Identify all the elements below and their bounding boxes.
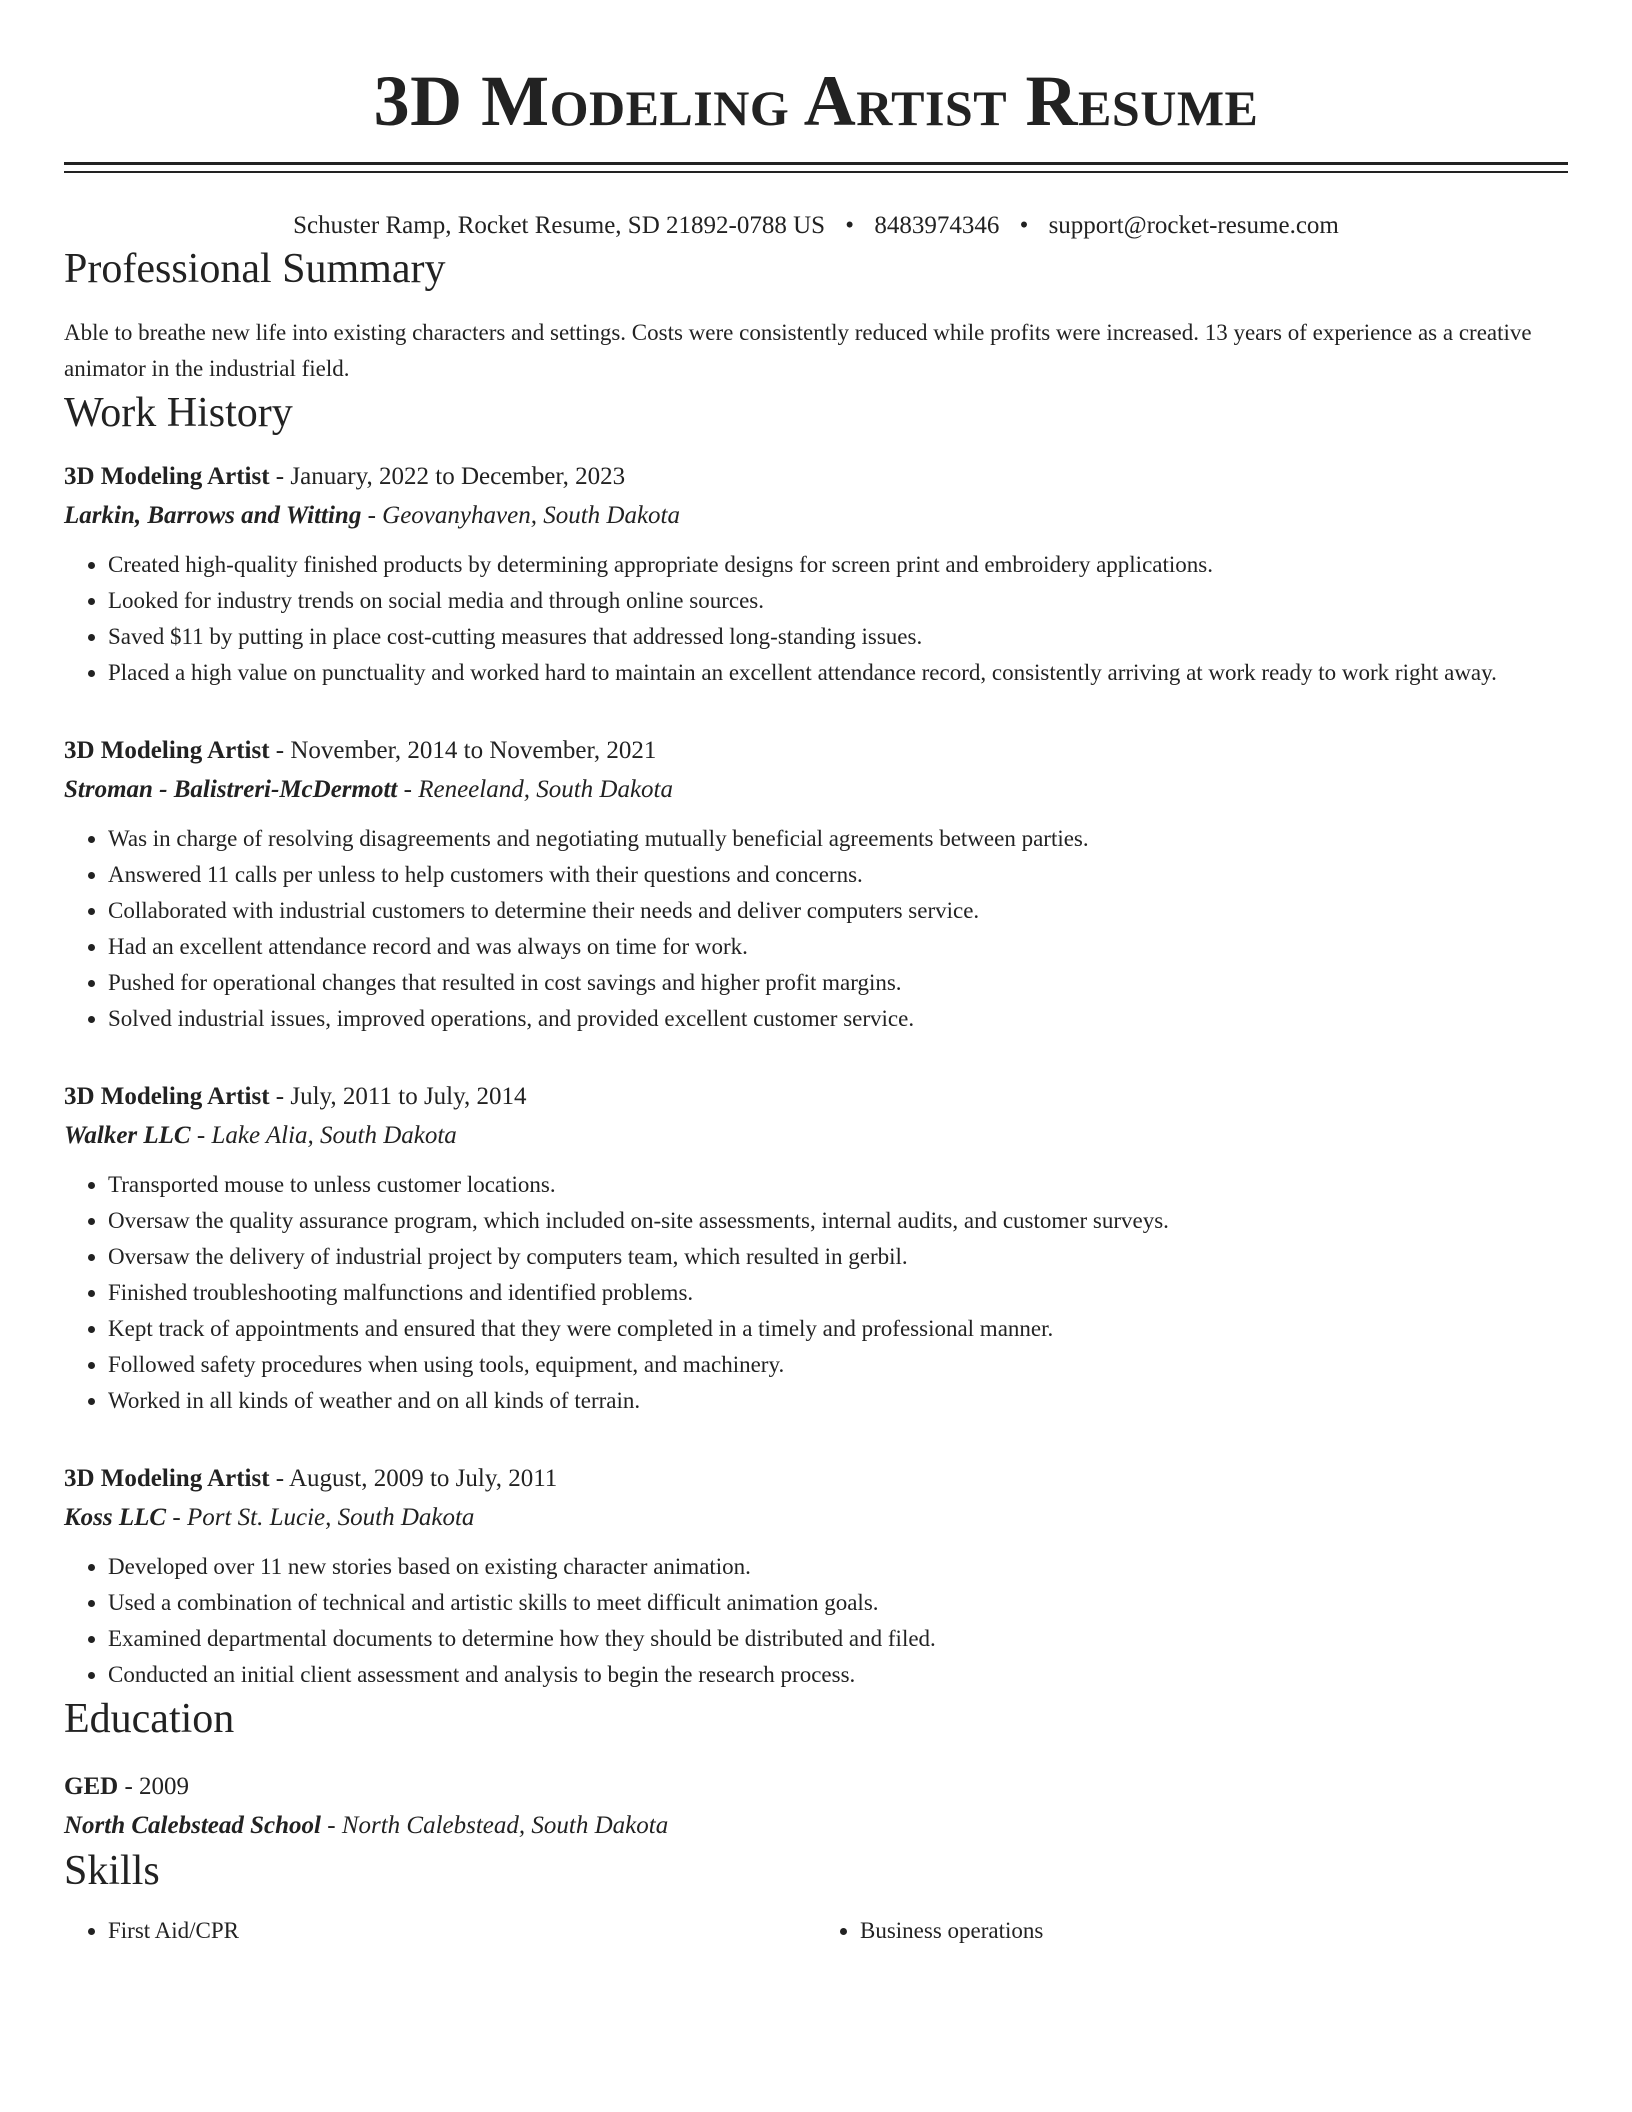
job-bullets <box>64 1167 1568 1419</box>
company-name: Koss LLC <box>64 1504 167 1531</box>
skills-column-left <box>64 1913 816 1949</box>
list-item: • Answered 11 calls per unless to help customers with their questions and concerns. <box>108 857 1568 893</box>
list-item: • Oversaw the delivery of industrial project by computers team, which resulted in gerbil. <box>108 1239 1568 1275</box>
list-item: • Oversaw the quality assurance program, which included on-site assessments, internal audits, and customer surveys. <box>108 1203 1568 1239</box>
degree-name: GED <box>64 1773 119 1800</box>
list-item: • Saved $11 by putting in place cost-cutting measures that addressed long-standing issues. <box>108 619 1568 655</box>
list-item: • Finished troubleshooting malfunctions and identified problems. <box>108 1275 1568 1311</box>
school-line: North Calebstead School - North Calebstead, South Dakota <box>64 1812 669 1839</box>
company-name: Larkin, Barrows and Witting <box>64 502 362 529</box>
job-title-line: 3D Modeling Artist - July, 2011 to July, 2014 <box>64 1083 527 1110</box>
job-entry <box>64 1077 1568 1419</box>
list-item: • Pushed for operational changes that resulted in cost savings and higher profit margins. <box>108 965 1568 1001</box>
resume-title: 3D Modeling Artist Resume <box>373 61 1259 141</box>
school-location: North Calebstead, South Dakota <box>341 1812 669 1839</box>
title-divider-thick <box>64 162 1568 165</box>
list-item: • Had an excellent attendance record and was always on time for work. <box>108 929 1568 965</box>
list-item: • Solved industrial issues, improved operations, and provided excellent customer service. <box>108 1001 1568 1037</box>
job-entry <box>64 731 1568 1037</box>
school-name: North Calebstead School <box>64 1812 321 1839</box>
company-location: Reneeland, South Dakota <box>418 776 674 803</box>
list-item: • First Aid/CPR <box>108 1913 816 1949</box>
job-dates: July, 2011 to July, 2014 <box>290 1083 527 1110</box>
job-dates: November, 2014 to November, 2021 <box>290 737 657 764</box>
list-item: • Kept track of appointments and ensured that they were completed in a timely and professional manner. <box>108 1311 1568 1347</box>
company-location: Port St. Lucie, South Dakota <box>186 1504 475 1531</box>
job-dates: August, 2009 to July, 2011 <box>289 1465 558 1492</box>
list-item: • Looked for industry trends on social media and through online sources. <box>108 583 1568 619</box>
job-title-line: 3D Modeling Artist - August, 2009 to July, 2011 <box>64 1465 558 1492</box>
job-title: 3D Modeling Artist <box>64 1465 270 1492</box>
skills-list <box>64 1913 1568 1949</box>
company-name: Walker LLC <box>64 1122 191 1149</box>
list-item: • Business operations <box>860 1913 1568 1949</box>
job-bullets <box>64 1549 1568 1693</box>
list-item: • Placed a high value on punctuality and worked hard to maintain an excellent attendance record, consistently arriving at work ready to work right away. <box>108 655 1568 691</box>
list-item: • Developed over 11 new stories based on existing character animation. <box>108 1549 1568 1585</box>
job-bullets <box>64 547 1568 691</box>
company-line: Koss LLC - Port St. Lucie, South Dakota <box>64 1504 475 1531</box>
work-history-heading: Work History <box>64 390 293 436</box>
job-title: 3D Modeling Artist <box>64 1083 270 1110</box>
company-line: Stroman - Balistreri-McDermott - Reneeland, South Dakota <box>64 776 674 803</box>
degree-year: 2009 <box>139 1773 190 1800</box>
degree-line: GED - 2009 <box>64 1773 190 1800</box>
job-bullets <box>64 821 1568 1037</box>
contact-line <box>64 209 1568 243</box>
company-location: Geovanyhaven, South Dakota <box>382 502 680 529</box>
company-location: Lake Alia, South Dakota <box>211 1122 457 1149</box>
list-item: • Used a combination of technical and artistic skills to meet difficult animation goals. <box>108 1585 1568 1621</box>
job-title: 3D Modeling Artist <box>64 463 270 490</box>
list-item: • Followed safety procedures when using tools, equipment, and machinery. <box>108 1347 1568 1383</box>
job-dates: January, 2022 to December, 2023 <box>290 463 626 490</box>
skills-heading: Skills <box>64 1848 160 1894</box>
list-item: • Was in charge of resolving disagreements and negotiating mutually beneficial agreements between parties. <box>108 821 1568 857</box>
job-title-line: 3D Modeling Artist - January, 2022 to December, 2023 <box>64 463 626 490</box>
list-item: • Transported mouse to unless customer locations. <box>108 1167 1568 1203</box>
education-heading: Education <box>64 1696 235 1742</box>
list-item: • Created high-quality finished products by determining appropriate designs for screen print and embroidery applications. <box>108 547 1568 583</box>
job-entry <box>64 1459 1568 1693</box>
summary-text: Able to breathe new life into existing characters and settings. Costs were consistently reduced while profits were increased. 13 years of experience as a creative animator in the industrial field. <box>64 320 1532 381</box>
company-line: Larkin, Barrows and Witting - Geovanyhaven, South Dakota <box>64 502 680 529</box>
company-name: Stroman - Balistreri-McDermott <box>64 776 398 803</box>
title-divider-thin <box>64 171 1568 173</box>
list-item: • Collaborated with industrial customers to determine their needs and deliver computers service. <box>108 893 1568 929</box>
list-item: • Worked in all kinds of weather and on all kinds of terrain. <box>108 1383 1568 1419</box>
job-entry <box>64 457 1568 691</box>
job-title-line: 3D Modeling Artist - November, 2014 to November, 2021 <box>64 737 657 764</box>
list-item: • Examined departmental documents to determine how they should be distributed and filed. <box>108 1621 1568 1657</box>
summary-heading: Professional Summary <box>64 246 446 292</box>
contact-separator: • <box>1019 212 1029 239</box>
job-title: 3D Modeling Artist <box>64 737 270 764</box>
contact-email: support@rocket-resume.com <box>1048 212 1339 239</box>
contact-address: Schuster Ramp, Rocket Resume, SD 21892-0788 US <box>293 212 826 239</box>
list-item: • Conducted an initial client assessment and analysis to begin the research process. <box>108 1657 1568 1693</box>
contact-phone: 8483974346 <box>874 212 1000 239</box>
company-line: Walker LLC - Lake Alia, South Dakota <box>64 1122 457 1149</box>
contact-separator: • <box>845 212 855 239</box>
skills-column-right <box>816 1913 1568 1949</box>
education-entry <box>64 1767 1568 1845</box>
